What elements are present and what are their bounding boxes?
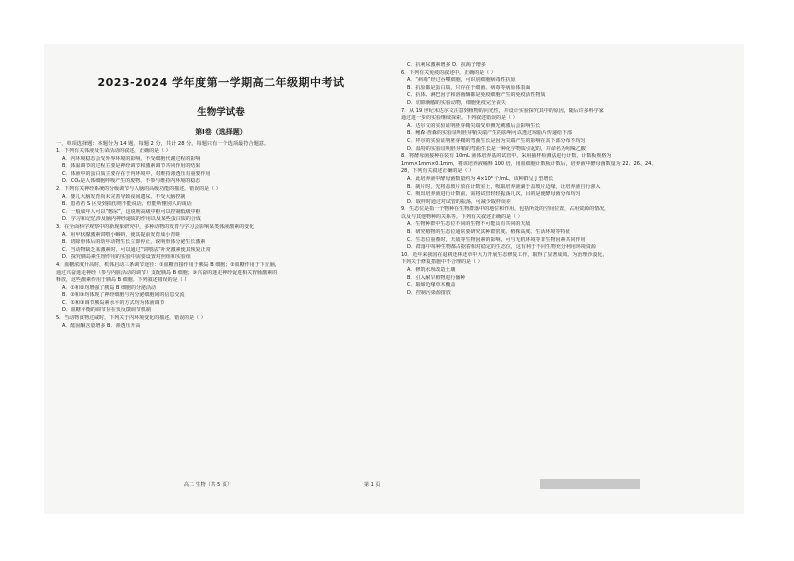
question-line: B．②和③均体现了神经细胞与内分泌细胞间的信息交流 — [62, 292, 185, 299]
question-line: 2．下列有关神经系统的分级调节与人脑的高级功能的描述，错误的是（ ） — [56, 185, 221, 192]
question-line: 3．在全面科学观察中的新现象研究中，多种动物的发育与学习会影响某类体液激素的变化 — [56, 223, 255, 230]
question-line: A．婴儿大脑发育尚未完善导致夜间遗尿，不受大脑控制 — [62, 193, 186, 200]
question-line: C．拜尔的实验证明胚芽鞘的弯曲生长是因为尖端产生的影响在其下部分布不均匀 — [407, 137, 586, 144]
subject-title: 生物学试卷 — [197, 107, 245, 118]
question-line: C．体液中的蛋白质主要存在于内环境中，对维持渗透压有重要作用 — [62, 170, 211, 177]
question-line: B．研究植物的生态位通常要研究其种群密度、植株高度、生活环境等特征 — [407, 229, 571, 236]
question-line: 通过进一步的实验继续探索。下列叙述错误的是（ ） — [401, 115, 518, 122]
question-line: A．①和②均增强了胰岛 B 细胞的分泌活动 — [62, 284, 156, 291]
right-question-list — [401, 62, 731, 297]
question-line: D．探究胰岛素生理作用的实验中需要设置对照组和实验组 — [62, 254, 191, 261]
question-line: D．控制污染源排放 — [407, 289, 451, 296]
question-line: A．此培养液中酵母菌数量约为 4×10⁸ 个/mL，该种群呈 J 型增长 — [407, 175, 554, 182]
question-line: 5．当动物食物过咸时，下列关于内环境变化的描述，错误的是（ ） — [56, 315, 206, 322]
question-line: C．一般成年人可以“憋尿”，这说明高级中枢可以控制低级中枢 — [62, 208, 201, 215]
question-line: D．血糖平衡的调节存在负反馈调节机制 — [62, 307, 151, 314]
question-line: A．生物种群中生态位不同的生物不可能具有共同的天敌 — [407, 221, 531, 228]
section-heading: 第I卷（选择题） — [195, 128, 247, 136]
question-line: 28，下列有关叙述正确的是（ ） — [401, 168, 474, 175]
left-column — [56, 44, 386, 330]
question-line: B．制片时，先将盖玻片放在计数室上，吸取培养液滴于盖玻片边缘，让培养液自行渗入 — [407, 183, 601, 190]
right-column — [401, 62, 731, 297]
redaction-box — [540, 479, 640, 489]
question-line: B．患者若 S 区受到损伤则不能说话，但能听懂别人的谈话 — [62, 201, 192, 208]
question-line: C．①和③调节胰岛素水平的方式均为体液调节 — [62, 299, 165, 306]
left-question-list — [56, 148, 386, 330]
question-line: A．用甲状腺激素饲喂小蝌蚪，使其提前发育成小青蛙 — [62, 231, 181, 238]
question-line: 7．从 19 世纪末达尔文注意到植物的向光性，并设计实验探究其中的原因，随后许多科学家 — [401, 107, 604, 114]
question-line: D．切除胸腺的实验动物，细胞免疫完全丧失 — [407, 99, 506, 106]
question-line: C．吸出培养液进行计数前，需将试管轻轻振荡几次，目的是使酵母菌分布均匀 — [407, 191, 581, 198]
question-line: D．学习和记忆涉及脑内神经递质的作用以及某些蛋白质的合成 — [62, 216, 201, 223]
question-line: 1．下列有关体液及生命活动的叙述，正确的是（ ） — [56, 148, 171, 154]
question-line: 10．近年来我国在退耕还林还草中大力开展生态修复工作，取得了显著成效。为治理沙漠化， — [401, 251, 608, 258]
instructions: 一、单项选择题：本题分为 14 题，每题 2 分，共计 28 分。每题只有一个选项最符合题意。 — [56, 141, 270, 147]
question-line: A．“病毒”经过吞噬细胞，可识别细胞病毒性抗原 — [407, 77, 516, 84]
question-line: 1mm×1mm×0.1mm，将该培养液稀释 100 倍，用血细胞计数板计数后，培养液中酵母菌数量为 22、26、24、 — [401, 160, 657, 167]
question-line: 通过兴奋迷走神经（参与内脏活动的调节）支配胰岛 B 细胞；③兴奋的迷走神经促进相关胃肠激素的 — [56, 269, 278, 276]
exam-paper — [44, 44, 744, 514]
question-line: 9．生态位是指一个物种在生物群落中的地位和作用，包括所处的空间位置，占用资源的情况， — [401, 206, 610, 213]
question-line: C．抗体、淋巴因子和溶菌酶都是免疫细胞产生的免疫活性物质 — [407, 92, 546, 99]
footer-right: 第 1 页 — [364, 482, 381, 488]
question-line: 4．血糖浓度升高时，机体启动三条调节途径：①血糖直接作用于胰岛 B 细胞；②血糖作用于下丘脑， — [56, 261, 280, 268]
question-line: D．温特的实验证明胚芽鞘的弯曲生长是一种化学物质引起的，并命名为吲哚乙酸 — [407, 145, 586, 152]
question-line: C．当动物缺乏某激素时，可以通过“饲喂法”补充激素使其恢复正常 — [62, 246, 211, 253]
question-line: B．引入耐旱植物进行播种 — [407, 274, 466, 281]
exam-title: 2023-2024 学年度第一学期高二年级期中考试 — [97, 76, 345, 89]
footer-left: 高二 生物（共 5 页） — [184, 482, 232, 488]
question-line: A．修筑水坝改造土壤 — [407, 267, 456, 274]
question-line: D．群落中每种生物都占据着相对稳定的生态位，这有利于不同生物充分利用环境资源 — [407, 244, 596, 251]
question-line: A．醛固酮含量增多 B．渗透压升高 — [62, 322, 141, 329]
question-line: 6．下列有关免疫的叙述中，正确的是（ ） — [401, 69, 496, 76]
question-line: B．切除垂体后的幼年动物生长立即停止，说明垂体分泌生长激素 — [62, 239, 206, 246]
question-line: D．取样时通过对试管的振荡，可减少取样误差 — [407, 198, 511, 205]
question-line: 释放，这些激素作用于胰岛 B 细胞。下列叙述错误的是（ ） — [56, 277, 190, 284]
question-line: C．取缔近缘草木覆盖 — [407, 282, 456, 289]
question-line: 下列关于修复措施中不合理的是（ ） — [401, 259, 483, 266]
question-line: D．CO₂是人体细胞呼吸产生的废物，不参与维持内环境的稳态 — [62, 178, 201, 185]
question-line: B．鲍森·詹森的实验证明胚芽鞘尖端产生的影响可以透过琼脂片传递给下部 — [407, 130, 573, 137]
question-line: A．内环境稳态会受外界环境的影响，不受细胞代谢过程的影响 — [62, 155, 201, 162]
question-line: B．体温调节的过程主要是神经调节和激素调节共同作用的结果 — [62, 163, 201, 170]
question-line: C．抗利尿激素增多 D．抗渴子增多 — [407, 62, 486, 68]
question-line: 以及与其他物种的关系等。下列有关叙述正确的是（ ） — [401, 213, 523, 220]
question-line: A．达尔文的实验证明胚芽鞘尖端受单侧光刺激后会影响生长 — [407, 122, 541, 129]
question-line: 8．将酵母菌接种在装有 10mL 液体培养基的试管中，采用抽样检测法进行计数，计数板规格为 — [401, 153, 612, 160]
question-line: B．抗原都是蛋白质，只存在于细菌、病毒等病原体表面 — [407, 84, 531, 91]
question-line: C．生态位重叠时，天敌等生物因素的影响，可与无机环境等非生物因素共同作用 — [407, 236, 586, 243]
